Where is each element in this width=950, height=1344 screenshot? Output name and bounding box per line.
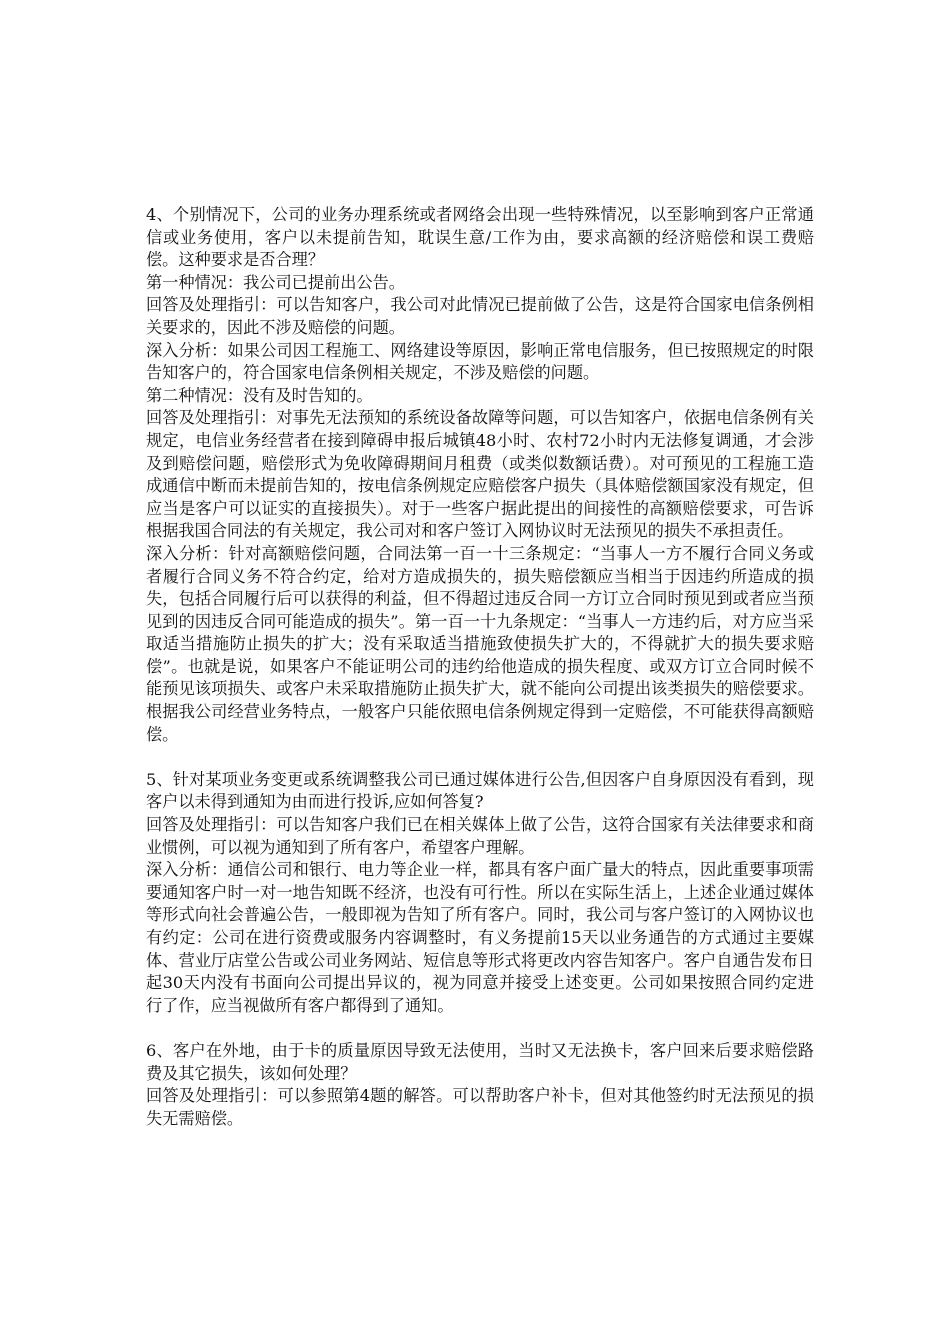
question-5-guidance: 回答及处理指引：可以告知客户我们已在相关媒体上做了公告，这符合国家有关法律要求和商业惯例，可以视为通知到了所有客户，希望客户理解。 xyxy=(146,815,814,857)
case-2-analysis: 深入分析：针对高额赔偿问题，合同法第一百一十三条规定：“当事人一方不履行合同义务或者履行合同义务不符合约定，给对方造成损失的，损失赔偿额应当相当于因违约所造成的损失，包括合同履行后可以获得的利益，但不得超过违反合同一方订立合同时预见到或者应当预见到的因违反合同可能造成的损失”。第一百一十九条规定：“当事人一方违约后，对方应当采取适当措施防止损失的扩大；没有采取适当措施致使损失扩大的，不得就扩大的损失要求赔偿”。也就是说，如果客户不能证明公司的违约给他造成的损失程度、或双方订立合同时候不能预见该项损失、或客户未采取措施防止损失扩大，就不能向公司提出该类损失的赔偿要求。根据我公司经营业务特点，一般客户只能依照电信条例规定得到一定赔偿，不可能获得高额赔偿。 xyxy=(146,543,814,744)
question-4-section xyxy=(146,204,814,746)
question-6-section xyxy=(146,1040,814,1130)
document-page xyxy=(146,204,814,1130)
case-1-analysis: 深入分析：如果公司因工程施工、网络建设等原因，影响正常电信服务，但已按照规定的时限告知客户的，符合国家电信条例相关规定，不涉及赔偿的问题。 xyxy=(146,340,814,383)
question-5-title: 5、针对某项业务变更或系统调整我公司已通过媒体进行公告,但因客户自身原因没有看到，现客户以未得到通知为由而进行投诉,应如何答复? xyxy=(146,769,814,812)
question-5-section xyxy=(146,769,814,1018)
case-2-heading: 第二种情况：没有及时告知的。 xyxy=(146,385,373,405)
case-2-guidance: 回答及处理指引：对事先无法预知的系统设备故障等问题，可以告知客户，依据电信条例有关规定，电信业务经营者在接到障碍申报后城镇48小时、农村72小时内无法修复调通，才会涉及到赔偿问题，赔偿形式为免收障碍期间月租费（或类似数额话费）。对可预见的工程施工造成通信中断而未提前告知的，按电信条例规定应赔偿客户损失（具体赔偿额国家没有规定，但应当是客户可以证实的直接损失）。对于一些客户据此提出的间接性的高额赔偿要求，可告诉根据我国合同法的有关规定，我公司对和客户签订入网协议时无法预见的损失不承担责任。 xyxy=(146,408,814,541)
question-4-title: 4、个别情况下，公司的业务办理系统或者网络会出现一些特殊情况，以至影响到客户正常通信或业务使用，客户以未提前告知，耽误生意/工作为由，要求高额的经济赔偿和误工费赔偿。这种要求是否合理？ xyxy=(146,205,814,270)
case-1-guidance: 回答及处理指引：可以告知客户，我公司对此情况已提前做了公告，这是符合国家电信条例相关要求的，因此不涉及赔偿的问题。 xyxy=(146,295,814,337)
question-5-analysis: 深入分析：通信公司和银行、电力等企业一样，都具有客户面广量大的特点，因此重要事项需要通知客户时一对一地告知既不经济，也没有可行性。所以在实际生活上，上述企业通过媒体等形式向社会普遍公告，一般即视为告知了所有客户。同时，我公司与客户签订的入网协议也有约定：公司在进行资费或服务内容调整时，有义务提前15天以业务通告的方式通过主要媒体、营业厅店堂公告或公司业务网站、短信息等形式将更改内容告知客户。客户自通告发布日起30天内没有书面向公司提出异议的，视为同意并接受上述变更。公司如果按照合同约定进行了作，应当视做所有客户都得到了通知。 xyxy=(146,860,814,1015)
case-1-heading: 第一种情况：我公司已提前出公告。 xyxy=(146,272,405,292)
question-6-title: 6、客户在外地，由于卡的质量原因导致无法使用，当时又无法换卡，客户回来后要求赔偿路费及其它损失，该如何处理？ xyxy=(146,1040,814,1083)
question-6-guidance: 回答及处理指引：可以参照第4题的解答。可以帮助客户补卡，但对其他签约时无法预见的损失无需赔偿。 xyxy=(146,1086,814,1128)
